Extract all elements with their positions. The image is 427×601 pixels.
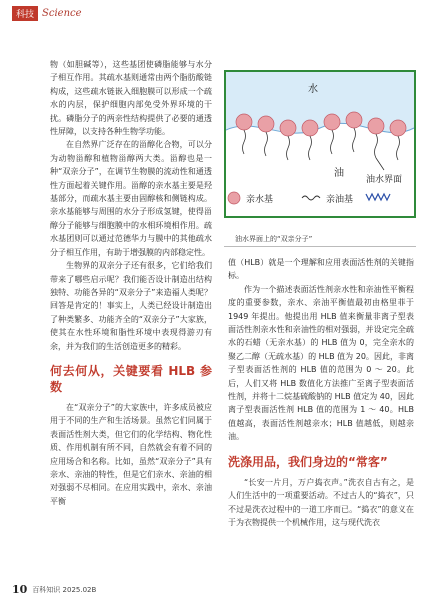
page-footer [12,583,96,596]
caption-divider [224,246,416,247]
left-paragraph-1: 物（如胆碱等），这些基团使磷脂能够与水分子相互作用。其疏水基则通常由两个脂肪酸链构成，这些疏水链嵌入细胞膜可以形成一个疏水的内层，保护细胞内部免受外界环境的干扰。磷脂分子的两亲性结构提供了必要的通透性屏障，以支持各种生物学功能。 [50,60,212,137]
oil-water-interface-figure [224,70,416,218]
journal-info: 百科知识 2025.02B [32,585,97,594]
heading-hlb: 何去何从，关键要看 HLB 参数 [50,363,212,394]
label-interface: 油水界面 [366,175,403,185]
right-paragraph-2: 作为一个描述表面活性剂亲水性和亲油性平衡程度的重要参数，亲水、亲油平衡值最初由格里菲于 1949 年提出。他提出用 HLB 值来衡量非离子型表面活性剂亲水性和亲油性的相对强弱，并设定完全疏水的石蜡（无亲水基）的 HLB 值为 0，完全亲水的聚乙二醇（无疏水基）的 HLB 值为 20。因此，非离子型表面活性剂的 HLB 值的范围为 0 ～ 20。此后，人们又将 HLB 数值化方法推广至离子型表面活性剂，并将十二烷基硫酸钠的 HLB 值定为 40，因此离子型表面活性剂 HLB 值的范围为 1 ～ 40。HLB 值越高，表面活性剂越亲水；HLB 值越低，则越亲油。 [228,284,414,442]
right-paragraph-1: 值（HLB）就是一个理解和应用表面活性剂的关键指标。 [228,258,414,281]
right-paragraph-3: “长安一片月，万户捣衣声。”洗衣自古有之，是人们生活中的一项重要活动。不过古人的“捣衣”，只不过是洗衣过程中的一道工序而已。“捣衣”的意义在于为衣物提供一个机械作用，这与现代洗衣 [228,477,414,527]
label-water: 水 [308,84,318,95]
section-english: Science [42,8,82,19]
interface-diagram [226,72,414,216]
page-number: 10 [12,583,28,596]
legend-hydrophilic: 亲水基 [246,195,274,205]
legend-wave-icon [366,194,390,200]
left-paragraph-2: 在自然界广泛存在的甾醇化合物，可以分为动物甾醇和植物甾醇两大类。甾醇也是一种“双亲分子”，在调节生物膜的流动性和通透性方面起着关键作用。甾醇的亲水基主要是羟基部分，而疏水基主要由固醇核和侧链构成。亲水基能够与周围的水分子形成氢键，使得甾醇分子能够与细胞膜中的水相环境相作用。疏水基团则可以通过范德华力与膜中的其他疏水分子相互作用，有助于增强膜的内部稳定性。 [50,140,212,257]
left-paragraph-3: 生物界的双亲分子还有很多，它们给我们带来了哪些启示呢？我们能否设计制造出结构独特、功能各异的“双亲分子”来造福人类呢？回答是肯定的！事实上，人类已经设计制造出了种类繁多、功能齐全的“双亲分子”大家族，使其在水性环境和脂性环境中表现得游刃有余，并为我们的生活创造更多的精彩。 [50,261,212,351]
figure-caption: 油水界面上的“双亲分子” [235,235,313,243]
legend-lipophilic-icon [302,196,320,200]
right-column [228,256,414,529]
left-column [50,58,212,508]
section-header [12,6,82,21]
section-tag: 科技 [12,6,38,21]
left-paragraph-4: 在“双亲分子”的大家族中，许多成员被应用于不同的生产和生活场景。虽然它们同属于表面活性剂大类，但它们的化学结构、物化性质、作用机制有所不同，自然就会有着不同的应用场合和名称。比如，虽然“双亲分子”具有亲水、亲油的特性，但是它们亲水、亲油的相对强弱不尽相同。在应用实践中，亲水、亲油平衡 [50,402,212,506]
legend-hydrophilic-icon [228,192,240,204]
legend-lipophilic: 亲油基 [326,195,354,205]
label-oil: 油 [334,168,344,179]
heading-detergent: 洗涤用品，我们身边的“常客” [228,454,388,469]
